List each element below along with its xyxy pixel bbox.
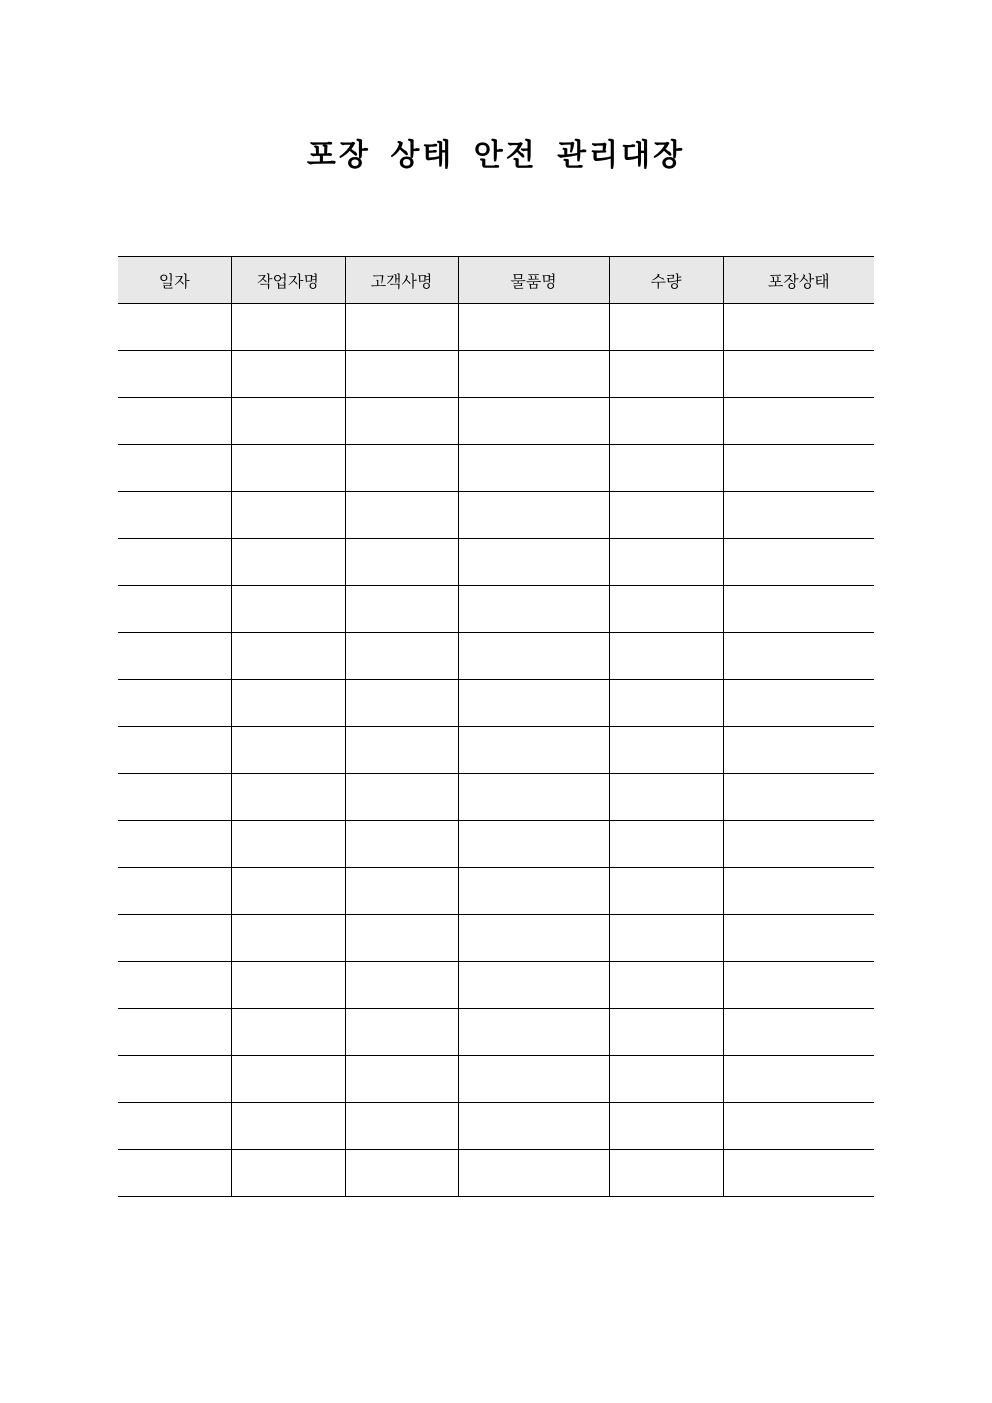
client-cell[interactable]: [345, 586, 458, 633]
packaging-status-cell[interactable]: [723, 821, 874, 868]
client-cell[interactable]: [345, 915, 458, 962]
item-cell[interactable]: [458, 351, 609, 398]
client-cell[interactable]: [345, 304, 458, 351]
item-cell[interactable]: [458, 586, 609, 633]
column-header-worker: 작업자명: [231, 257, 345, 304]
table-row: [118, 586, 874, 633]
worker-cell[interactable]: [231, 868, 345, 915]
quantity-cell[interactable]: [609, 445, 723, 492]
column-header-client: 고객사명: [345, 257, 458, 304]
packaging-status-cell[interactable]: [723, 774, 874, 821]
client-cell[interactable]: [345, 821, 458, 868]
worker-cell[interactable]: [231, 821, 345, 868]
table-row: [118, 1103, 874, 1150]
quantity-cell[interactable]: [609, 492, 723, 539]
packaging-status-cell[interactable]: [723, 962, 874, 1009]
table-row: [118, 1056, 874, 1103]
quantity-cell[interactable]: [609, 1103, 723, 1150]
column-header-packaging-status: 포장상태: [723, 257, 874, 304]
date-cell[interactable]: [118, 1103, 231, 1150]
table-row: [118, 1009, 874, 1056]
item-cell[interactable]: [458, 1009, 609, 1056]
item-cell[interactable]: [458, 680, 609, 727]
packaging-status-cell[interactable]: [723, 1103, 874, 1150]
worker-cell[interactable]: [231, 1150, 345, 1197]
client-cell[interactable]: [345, 492, 458, 539]
item-cell[interactable]: [458, 1150, 609, 1197]
date-cell[interactable]: [118, 633, 231, 680]
date-cell[interactable]: [118, 1056, 231, 1103]
table-row: [118, 680, 874, 727]
client-cell[interactable]: [345, 774, 458, 821]
item-cell[interactable]: [458, 304, 609, 351]
date-cell[interactable]: [118, 1009, 231, 1056]
packaging-status-cell[interactable]: [723, 1009, 874, 1056]
worker-cell[interactable]: [231, 304, 345, 351]
quantity-cell[interactable]: [609, 1056, 723, 1103]
date-cell[interactable]: [118, 492, 231, 539]
quantity-cell[interactable]: [609, 539, 723, 586]
client-cell[interactable]: [345, 1150, 458, 1197]
item-cell[interactable]: [458, 445, 609, 492]
page-title: 포장 상태 안전 관리대장: [306, 138, 686, 173]
client-cell[interactable]: [345, 680, 458, 727]
worker-cell[interactable]: [231, 445, 345, 492]
date-cell[interactable]: [118, 304, 231, 351]
date-cell[interactable]: [118, 962, 231, 1009]
table-row: [118, 492, 874, 539]
column-header-quantity: 수량: [609, 257, 723, 304]
date-cell[interactable]: [118, 680, 231, 727]
worker-cell[interactable]: [231, 492, 345, 539]
packaging-status-cell[interactable]: [723, 539, 874, 586]
table-row: [118, 821, 874, 868]
worker-cell[interactable]: [231, 915, 345, 962]
worker-cell[interactable]: [231, 727, 345, 774]
date-cell[interactable]: [118, 351, 231, 398]
client-cell[interactable]: [345, 633, 458, 680]
client-cell[interactable]: [345, 1009, 458, 1056]
packaging-status-cell[interactable]: [723, 492, 874, 539]
quantity-cell[interactable]: [609, 351, 723, 398]
item-cell[interactable]: [458, 492, 609, 539]
table-row: [118, 304, 874, 351]
packaging-status-cell[interactable]: [723, 1150, 874, 1197]
column-header-item: 물품명: [458, 257, 609, 304]
worker-cell[interactable]: [231, 1103, 345, 1150]
client-cell[interactable]: [345, 1103, 458, 1150]
worker-cell[interactable]: [231, 398, 345, 445]
quantity-cell[interactable]: [609, 962, 723, 1009]
table-row: [118, 445, 874, 492]
date-cell[interactable]: [118, 445, 231, 492]
date-cell[interactable]: [118, 539, 231, 586]
date-cell[interactable]: [118, 1150, 231, 1197]
quantity-cell[interactable]: [609, 680, 723, 727]
client-cell[interactable]: [345, 539, 458, 586]
date-cell[interactable]: [118, 774, 231, 821]
table-body: [118, 304, 874, 1197]
packaging-status-cell[interactable]: [723, 586, 874, 633]
date-cell[interactable]: [118, 868, 231, 915]
quantity-cell[interactable]: [609, 398, 723, 445]
quantity-cell[interactable]: [609, 1150, 723, 1197]
table-row: [118, 1150, 874, 1197]
item-cell[interactable]: [458, 1056, 609, 1103]
table-row: [118, 539, 874, 586]
item-cell[interactable]: [458, 868, 609, 915]
table-row: [118, 774, 874, 821]
worker-cell[interactable]: [231, 351, 345, 398]
client-cell[interactable]: [345, 398, 458, 445]
worker-cell[interactable]: [231, 680, 345, 727]
table-row: [118, 633, 874, 680]
quantity-cell[interactable]: [609, 821, 723, 868]
table-row: [118, 351, 874, 398]
worker-cell[interactable]: [231, 962, 345, 1009]
date-cell[interactable]: [118, 586, 231, 633]
client-cell[interactable]: [345, 1056, 458, 1103]
table-row: [118, 915, 874, 962]
packaging-status-cell[interactable]: [723, 727, 874, 774]
packaging-status-cell[interactable]: [723, 915, 874, 962]
packaging-status-cell[interactable]: [723, 1056, 874, 1103]
date-cell[interactable]: [118, 915, 231, 962]
ledger-table: [118, 256, 874, 1197]
table-row: [118, 398, 874, 445]
item-cell[interactable]: [458, 1103, 609, 1150]
item-cell[interactable]: [458, 539, 609, 586]
item-cell[interactable]: [458, 633, 609, 680]
quantity-cell[interactable]: [609, 304, 723, 351]
packaging-status-cell[interactable]: [723, 351, 874, 398]
packaging-status-cell[interactable]: [723, 633, 874, 680]
quantity-cell[interactable]: [609, 586, 723, 633]
table-row: [118, 727, 874, 774]
date-cell[interactable]: [118, 727, 231, 774]
header-row: [118, 257, 874, 304]
worker-cell[interactable]: [231, 774, 345, 821]
item-cell[interactable]: [458, 962, 609, 1009]
packaging-status-cell[interactable]: [723, 304, 874, 351]
table-row: [118, 868, 874, 915]
client-cell[interactable]: [345, 727, 458, 774]
packaging-status-cell[interactable]: [723, 445, 874, 492]
column-header-date: 일자: [118, 257, 231, 304]
date-cell[interactable]: [118, 398, 231, 445]
quantity-cell[interactable]: [609, 915, 723, 962]
date-cell[interactable]: [118, 821, 231, 868]
worker-cell[interactable]: [231, 633, 345, 680]
packaging-status-cell[interactable]: [723, 680, 874, 727]
quantity-cell[interactable]: [609, 633, 723, 680]
client-cell[interactable]: [345, 445, 458, 492]
item-cell[interactable]: [458, 915, 609, 962]
worker-cell[interactable]: [231, 586, 345, 633]
worker-cell[interactable]: [231, 1009, 345, 1056]
item-cell[interactable]: [458, 398, 609, 445]
client-cell[interactable]: [345, 868, 458, 915]
worker-cell[interactable]: [231, 1056, 345, 1103]
worker-cell[interactable]: [231, 539, 345, 586]
packaging-status-cell[interactable]: [723, 398, 874, 445]
item-cell[interactable]: [458, 821, 609, 868]
packaging-status-cell[interactable]: [723, 868, 874, 915]
quantity-cell[interactable]: [609, 774, 723, 821]
client-cell[interactable]: [345, 351, 458, 398]
quantity-cell[interactable]: [609, 727, 723, 774]
item-cell[interactable]: [458, 774, 609, 821]
quantity-cell[interactable]: [609, 1009, 723, 1056]
client-cell[interactable]: [345, 962, 458, 1009]
quantity-cell[interactable]: [609, 868, 723, 915]
item-cell[interactable]: [458, 727, 609, 774]
table-row: [118, 962, 874, 1009]
